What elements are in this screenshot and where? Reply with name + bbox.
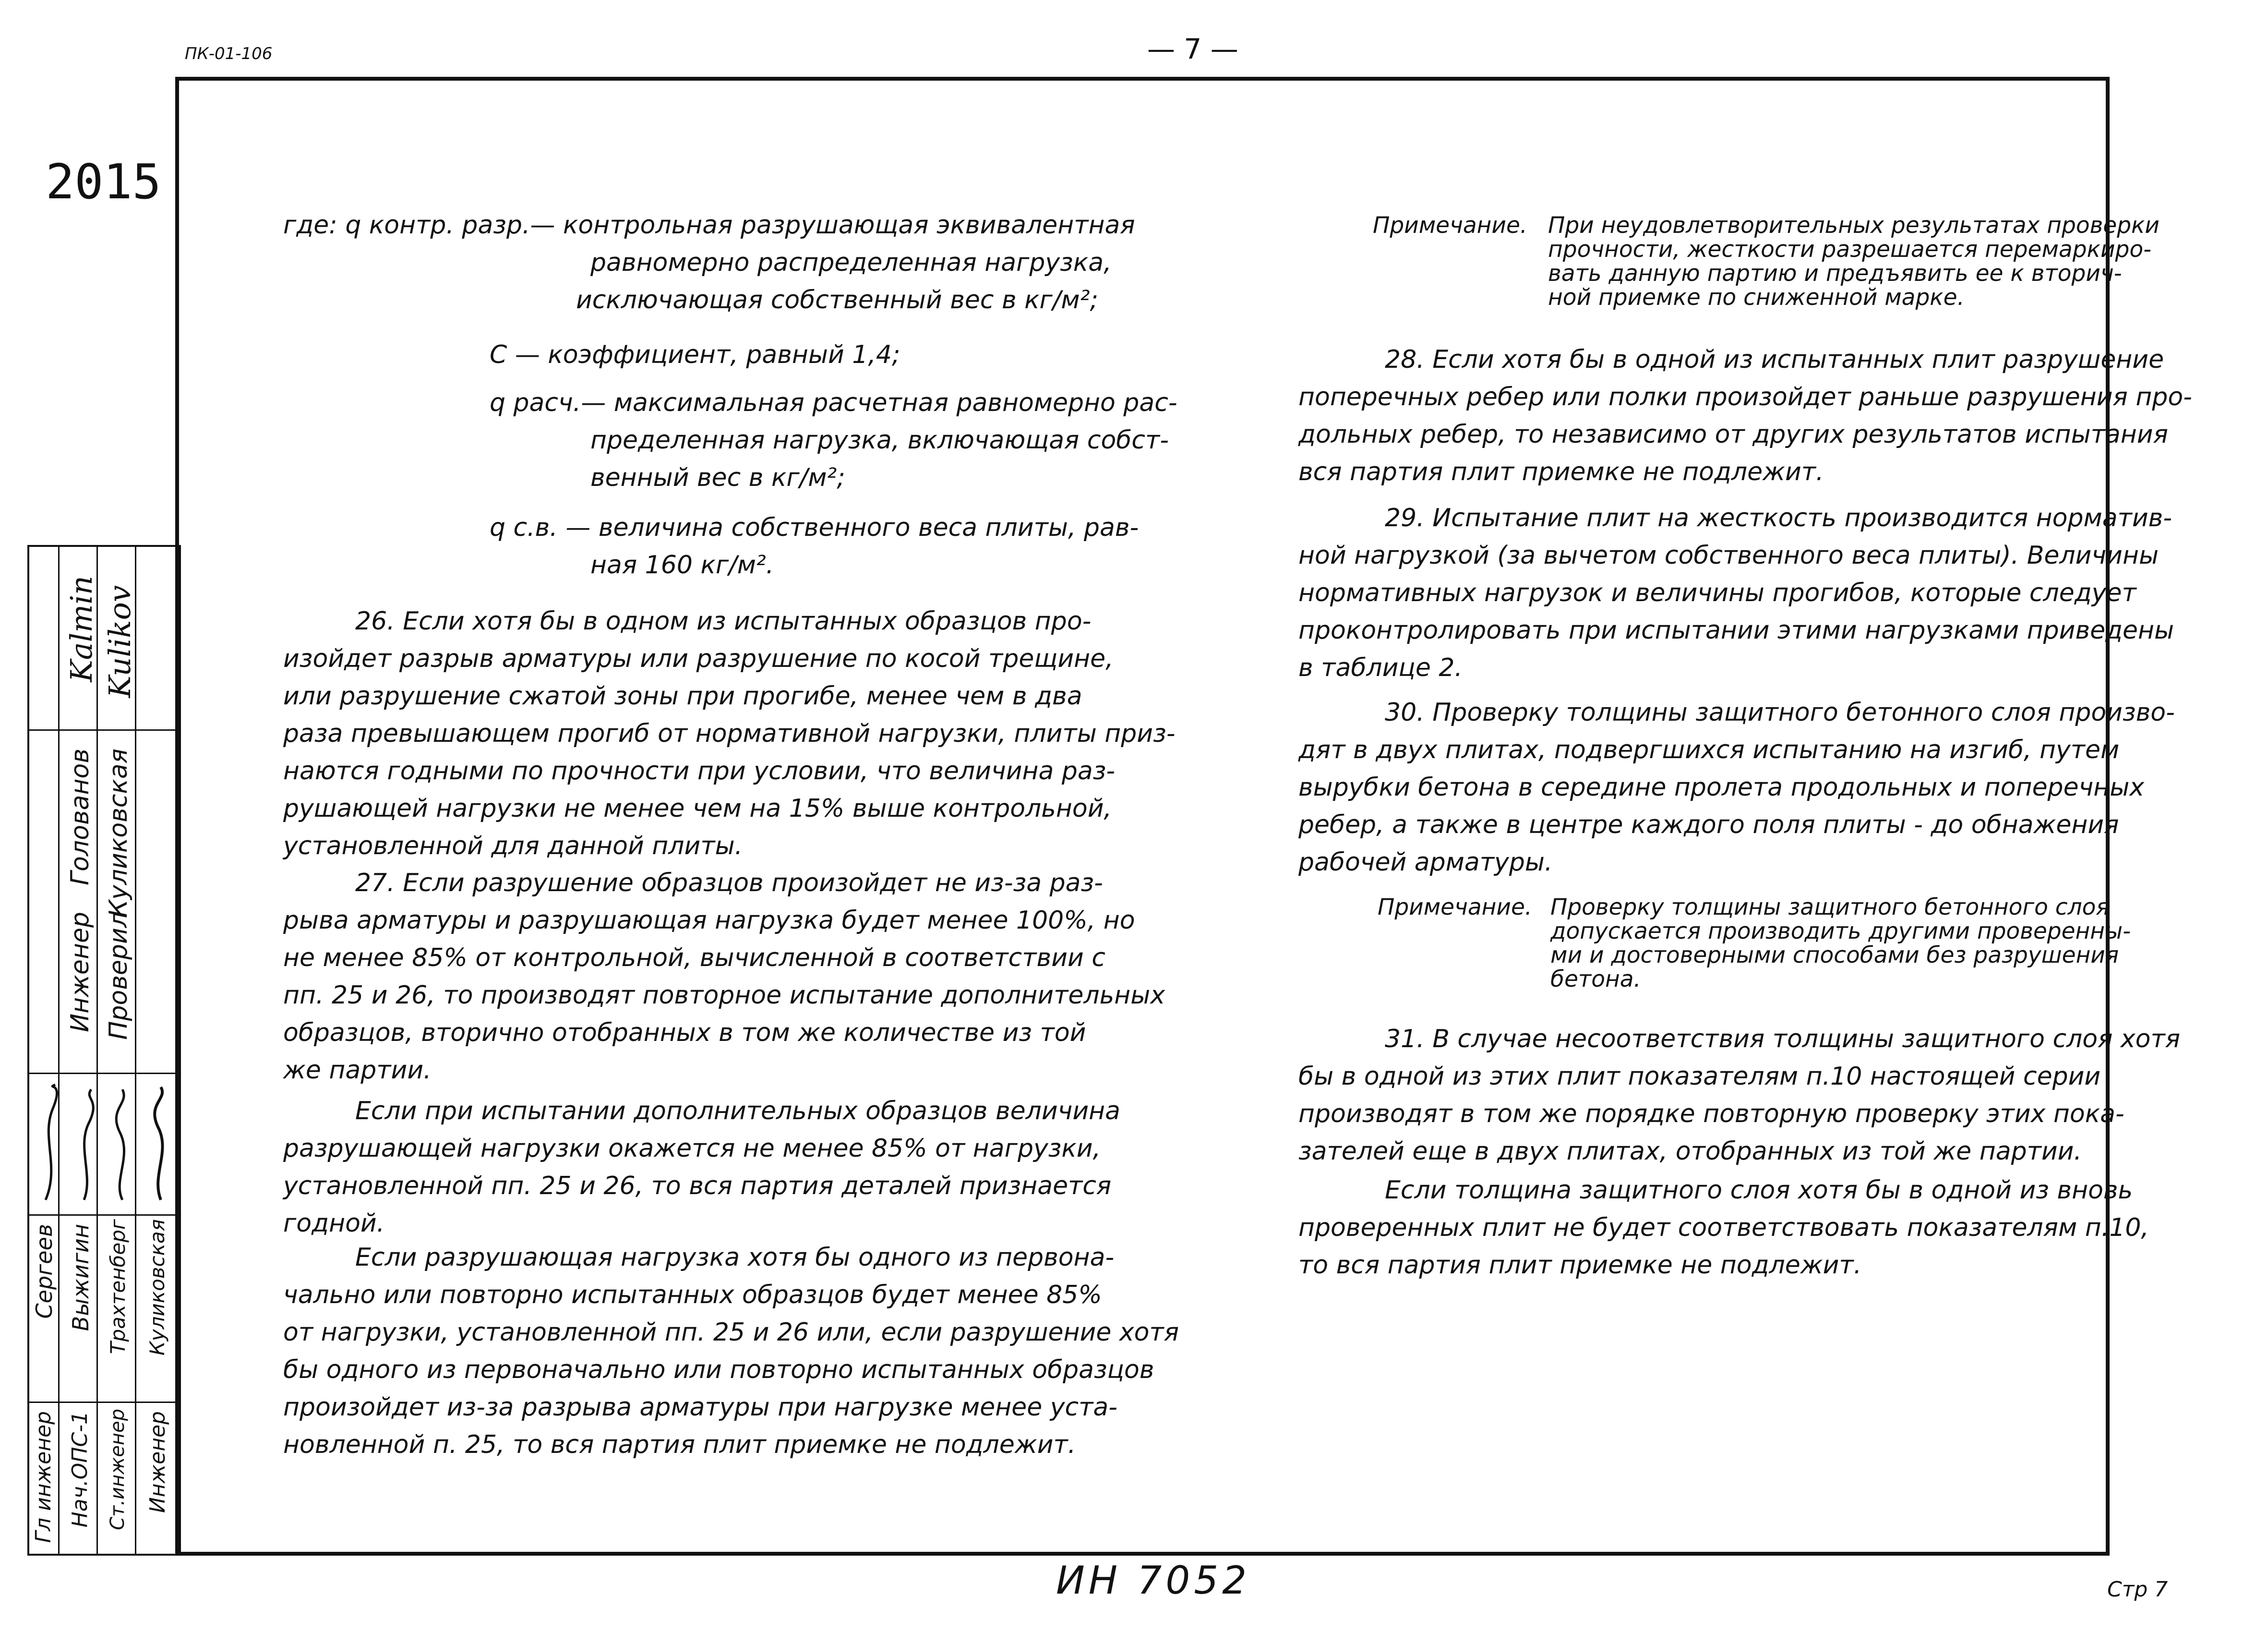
text-line: ной приемке по сниженной марке. (1548, 284, 1965, 311)
text-line: то вся партия плит приемке не подлежит. (1298, 1251, 1862, 1280)
stamp-name: Выжигин (68, 1224, 94, 1331)
paragraph-26 (283, 603, 1176, 865)
stamp-role: Инженер (145, 1411, 170, 1513)
text-line: бетона. (1550, 966, 1641, 992)
text-line: проверенных плит не будет соответствовать показателям п.10, (1298, 1213, 2149, 1242)
text-line: вся партия плит приемке не подлежит. (1298, 458, 1824, 486)
text-line: пп. 25 и 26, то производят повторное испытание дополнительных (283, 981, 1165, 1010)
text-line: новленной п. 25, то вся партия плит приемке не подлежит. (283, 1430, 1076, 1459)
text-line: прочности, жесткости разрешается перемаркиро- (1548, 236, 2152, 263)
text-line: ребер, а также в центре каждого поля плиты - до обнажения (1298, 810, 2119, 839)
text-line: дольных ребер, то независимо от других результатов испытания (1298, 420, 2168, 449)
text-line: q с.в. — величина собственного веса плиты, рав- (490, 513, 1139, 542)
paragraph-27 (283, 864, 1165, 1089)
text-line: допускается производить другими проверенны- (1550, 918, 2131, 944)
text-line: или разрушение сжатой зоны при прогибе, менее чем в два (283, 682, 1082, 711)
stamp-divider (29, 1073, 179, 1074)
text-line: венный вес в кг/м²; (590, 463, 845, 492)
inventory-number: ИН 7052 (1056, 1558, 1251, 1603)
text-line: бы одного из первоначально или повторно испытанных образцов (283, 1355, 1154, 1384)
text-line: изойдет разрыв арматуры или разрушение по косой трещине, (283, 644, 1114, 673)
text-line: вать данную партию и предъявить ее к вторич- (1548, 260, 2122, 287)
text-line: зателей еще в двух плитах, отобранных из той же партии. (1298, 1137, 2082, 1166)
paragraph-31b (1298, 1172, 2210, 1284)
text-line: вырубки бетона в середине пролета продольных и поперечных (1298, 773, 2145, 802)
signature: Kalmin (64, 576, 99, 682)
signature-scribbles (31, 1080, 180, 1209)
text-line: 28. Если хотя бы в одной из испытанных плит разрушение (1385, 345, 2164, 374)
paragraph-29 (1298, 499, 2210, 687)
paragraph-27c (283, 1239, 1179, 1463)
text-line: пределенная нагрузка, включающая собст- (590, 426, 1169, 455)
text-line: образцов, вторично отобранных в том же количестве из той (283, 1018, 1086, 1047)
text-line: не менее 85% от контрольной, вычисленной в соответствии с (283, 943, 1105, 972)
text-line: рушающей нагрузки не менее чем на 15% выше контрольной, (283, 794, 1112, 823)
stamp-name: Куликовская (145, 1219, 169, 1356)
text-line: от нагрузки, установленной пп. 25 и 26 или, если разрушение хотя (283, 1318, 1179, 1347)
text-line: 29. Испытание плит на жесткость производится норматив- (1385, 504, 2172, 532)
text-line: наются годными по прочности при условии, что величина раз- (283, 757, 1116, 786)
paragraph-27b (283, 1092, 1162, 1242)
stamp-role: Нач.ОПС-1 (68, 1411, 92, 1528)
text-line: рабочей арматуры. (1298, 848, 1553, 877)
sheet-label: Стр 7 (2107, 1577, 2168, 1602)
text-line: С — коэффициент, равный 1,4; (490, 340, 900, 369)
text-line: Если толщина защитного слоя хотя бы в одной из вновь (1385, 1176, 2133, 1205)
text-line: ной нагрузкой (за вычетом собственного веса плиты). Величины (1298, 541, 2159, 570)
text-line: 27. Если разрушение образцов произойдет не из-за раз- (355, 869, 1103, 897)
text-line: проконтролировать при испытании этими нагрузками приведены (1298, 616, 2174, 645)
text-line: q расч.— максимальная расчетная равномерно рас- (490, 388, 1177, 417)
page-number: — 7 — (1147, 33, 1238, 65)
text-line: ми и достоверными способами без разрушения (1550, 942, 2119, 968)
text-line: равномерно распределенная нагрузка, (590, 248, 1112, 277)
stamp-role: Инженер (66, 912, 95, 1032)
text-line: рыва арматуры и разрушающая нагрузка будет менее 100%, но (283, 906, 1135, 935)
stamp-name: Трахтенберг (106, 1219, 130, 1354)
year-note: 2015 (46, 154, 161, 210)
paragraph-30 (1298, 694, 2210, 881)
text-line: производят в том же порядке повторную проверку этих пока- (1298, 1100, 2124, 1128)
text-line: 31. В случае несоответствия толщины защитного слоя хотя (1385, 1025, 2181, 1053)
text-line: Если разрушающая нагрузка хотя бы одного из первона- (355, 1243, 1115, 1272)
stamp-divider (29, 729, 179, 731)
text-line: Проверку толщины защитного бетонного слоя (1550, 894, 2110, 920)
text-line: в таблице 2. (1298, 653, 1463, 682)
stamp-divider (29, 1214, 179, 1216)
stamp-role: Гл инженер (31, 1411, 56, 1543)
text-line: раза превышающем прогиб от нормативной нагрузки, плиты приз- (283, 719, 1176, 748)
text-line: ная 160 кг/м². (590, 551, 774, 580)
stamp-divider (29, 1402, 179, 1403)
stamp-name: Сергеев (31, 1224, 57, 1319)
stamp-name: Голованов (66, 749, 95, 885)
text-line: чально или повторно испытанных образцов будет менее 85% (283, 1281, 1102, 1309)
text-line: Если при испытании дополнительных образцов величина (355, 1097, 1121, 1125)
text-line: нормативных нагрузок и величины прогибов, которые следует (1298, 579, 2136, 607)
text-line: исключающая собственный вес в кг/м²; (576, 286, 1098, 314)
signature: Kulikov (102, 585, 137, 698)
text-line: дят в двух плитах, подвергшихся испытанию на изгиб, путем (1298, 736, 2120, 764)
text-line: же партии. (283, 1056, 432, 1085)
paragraph-28 (1298, 341, 2210, 491)
document-code: ПК-01-106 (185, 44, 273, 63)
text-line: 26. Если хотя бы в одном из испытанных образцов про- (355, 607, 1092, 636)
paragraph-31 (1298, 1020, 2210, 1170)
note-label: Примечание. (1378, 894, 1532, 920)
text-line: установленной пп. 25 и 26, то вся партия деталей признается (283, 1172, 1112, 1200)
text-line: поперечных ребер или полки произойдет раньше разрушения про- (1298, 383, 2192, 411)
note-label: Примечание. (1373, 212, 1527, 239)
stamp-role: Проверил (104, 912, 133, 1040)
stamp-role: Ст.инженер (107, 1409, 129, 1530)
stamp-name: Куликовская (104, 749, 133, 918)
text-line: где: q контр. разр.— контрольная разрушающая эквивалентная (283, 211, 1135, 240)
text-line: При неудовлетворительных результатах проверки (1548, 212, 2160, 239)
title-block-stamp (27, 545, 181, 1556)
text-line: 30. Проверку толщины защитного бетонного слоя произво- (1385, 698, 2175, 727)
text-line: произойдет из-за разрыва арматуры при нагрузке менее уста- (283, 1393, 1118, 1422)
text-line: годной. (283, 1209, 385, 1238)
text-line: установленной для данной плиты. (283, 832, 743, 860)
text-line: бы в одной из этих плит показателям п.10 настоящей серии (1298, 1062, 2101, 1091)
text-line: разрушающей нагрузки окажется не менее 85% от нагрузки, (283, 1134, 1101, 1163)
